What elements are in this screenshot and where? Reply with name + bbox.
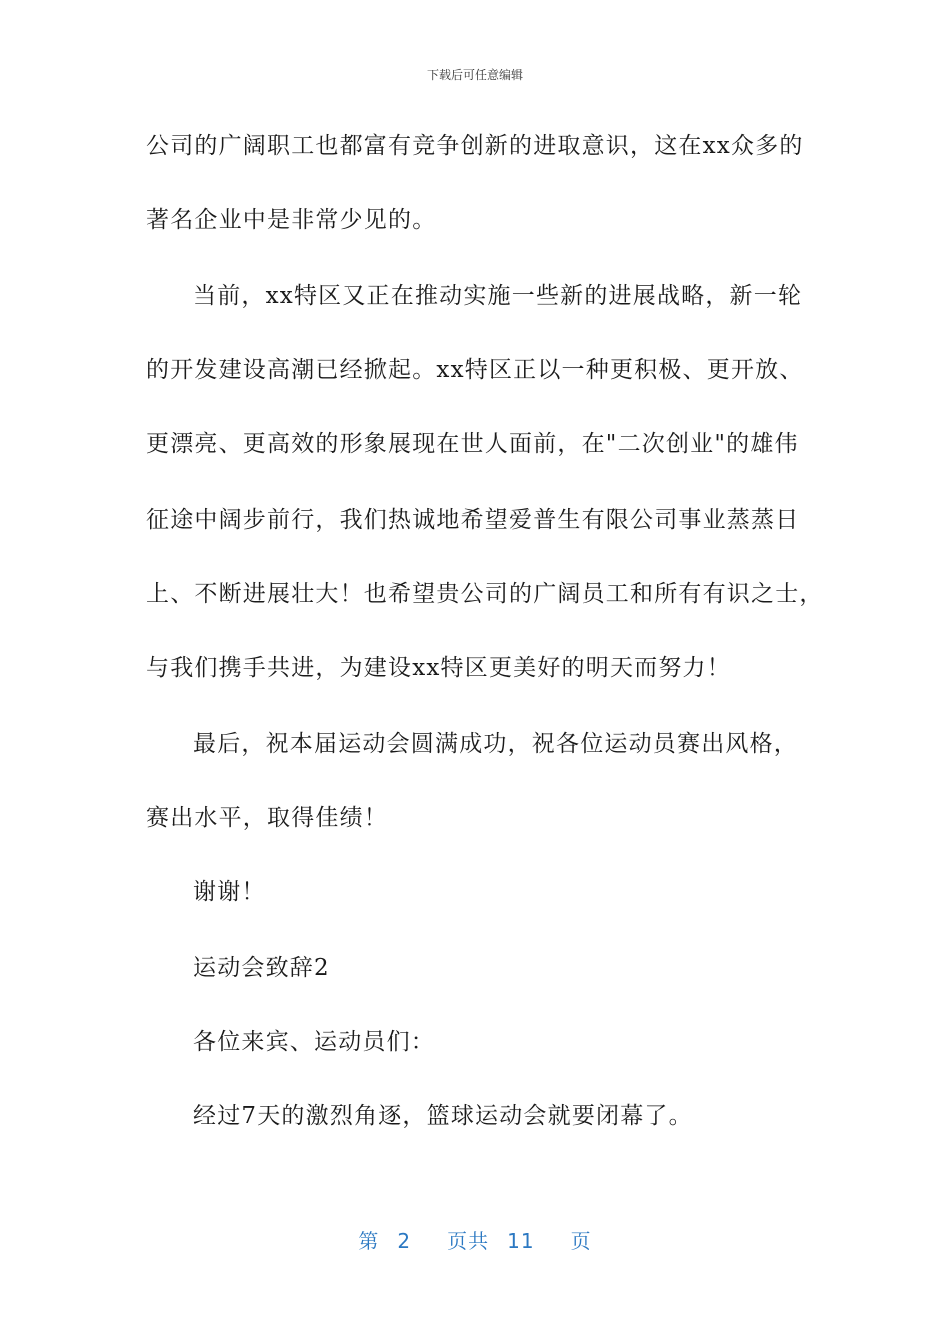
page-prefix: 第 [358, 1229, 380, 1253]
body-line-3: 当前，xx特区又正在推动实施一些新的进展战略，新一轮 [193, 283, 803, 309]
body-line-12: 运动会致辞2 [193, 955, 330, 981]
body-line-13: 各位来宾、运动员们： [193, 1029, 435, 1055]
page-suffix: 页 [570, 1229, 592, 1253]
body-line-9: 最后，祝本届运动会圆满成功，祝各位运动员赛出风格， [193, 731, 798, 757]
page-number-footer [0, 1225, 950, 1254]
header-note: 下载后可任意编辑 [426, 68, 523, 82]
body-line-11: 谢谢！ [193, 879, 266, 905]
body-line-4: 的开发建设高潮已经掀起。xx特区正以一种更积极、更开放、 [146, 357, 804, 383]
page-total: 11 [507, 1229, 535, 1253]
body-line-5: 更漂亮、更高效的形象展现在世人面前，在"二次创业"的雄伟 [146, 431, 799, 457]
body-line-8: 与我们携手共进，为建设xx特区更美好的明天而努力！ [146, 655, 731, 681]
body-line-7: 上、不断进展壮大！也希望贵公司的广阔员工和所有有识之士， [146, 581, 824, 607]
body-line-14: 经过7天的激烈角逐，篮球运动会就要闭幕了。 [193, 1103, 693, 1129]
body-line-6: 征途中阔步前行，我们热诚地希望爱普生有限公司事业蒸蒸日 [146, 507, 800, 533]
page-middle: 页共 [447, 1229, 490, 1253]
page-current: 2 [397, 1229, 412, 1253]
body-line-2: 著名企业中是非常少见的。 [146, 207, 437, 233]
body-line-1: 公司的广阔职工也都富有竞争创新的进取意识，这在xx众多的 [146, 133, 804, 159]
body-line-10: 赛出水平，取得佳绩！ [146, 805, 388, 831]
